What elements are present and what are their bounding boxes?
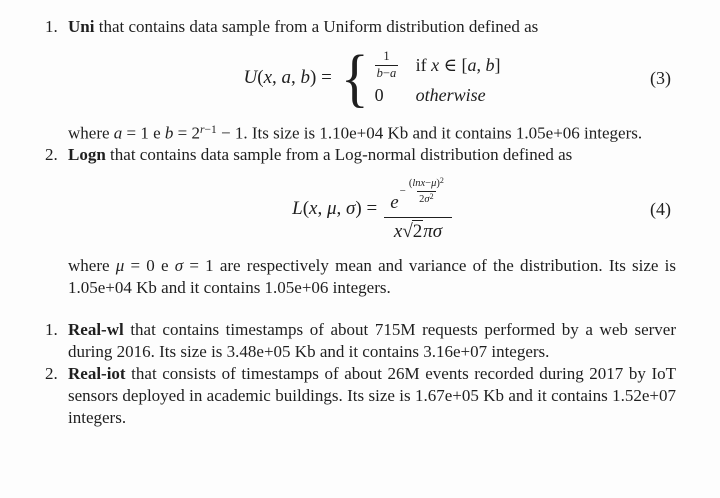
fraction-denominator: b−a bbox=[376, 65, 397, 80]
real-datasets-list bbox=[45, 319, 676, 429]
denominator-pi-sigma: πσ bbox=[423, 221, 443, 243]
uni-intro-text: Uni that contains data sample from a Uniform distribution defined as bbox=[68, 17, 539, 36]
equation-number-4: (4) bbox=[650, 199, 671, 220]
synthetic-datasets-list bbox=[45, 16, 676, 299]
uni-where-text: where a = 1 e $b = 2^{r-1} - 1$. Its size is 1.10e+04 Kb and it contains 1.05e+06 integers. bbox=[68, 123, 643, 142]
fraction-one-over-b-minus-a bbox=[375, 50, 399, 81]
real-iot-text: Real-iot that consists of timestamps of about 26M events recorded during 2017 by IoT sensors deployed in academic buildings. Its size is 1.67e+05 Kb and it contains 1.52e+07 integers. bbox=[68, 364, 676, 428]
denominator-x: x bbox=[393, 221, 403, 243]
item-number: 1. bbox=[45, 320, 58, 340]
exponent-minus: − bbox=[399, 185, 406, 198]
equation-lognormal-content bbox=[68, 175, 676, 243]
real-wl-text: Real-wl that contains timestamps of about 715M requests performed by a web server during 2016. Its size is 3.48e+05 Kb and it contains 3.16e+07 integers. bbox=[68, 320, 676, 362]
list-item-real-wl bbox=[45, 319, 676, 363]
exponent-fraction-numerator: $(\ln x-\mu)^2$ bbox=[408, 176, 444, 189]
item-body-real-wl bbox=[68, 319, 676, 363]
case2-value: 0 bbox=[374, 84, 384, 105]
item-body-uni bbox=[68, 16, 676, 144]
uniform-lhs: U(x, a, b) = bbox=[243, 66, 332, 88]
list-item-logn bbox=[45, 144, 676, 299]
lognormal-numerator bbox=[384, 175, 452, 218]
exponent bbox=[400, 177, 446, 205]
equation-lognormal bbox=[68, 175, 676, 243]
logn-where-text: where μ = 0 e σ = 1 are respectively mean and variance of the distribution. Its size is 1.05e+04 Kb and it contains 1.05e+06 integers. bbox=[68, 256, 676, 298]
equation-number-3: (3) bbox=[650, 67, 671, 88]
item-number: 2. bbox=[45, 364, 58, 384]
case1-value bbox=[375, 50, 416, 81]
lognormal-fraction bbox=[384, 175, 452, 243]
item-number: 1. bbox=[45, 17, 58, 36]
case1-condition: if x ∈ [a, b] bbox=[415, 55, 501, 76]
exponent-fraction-denominator: $2\sigma^2$ bbox=[419, 191, 434, 205]
sqrt-icon: √ bbox=[402, 221, 413, 243]
list-item-real-iot bbox=[45, 363, 676, 429]
cases-brace: { bbox=[340, 40, 369, 114]
item-body-logn bbox=[68, 144, 676, 299]
exponent-fraction bbox=[407, 177, 446, 205]
logn-intro-text: Logn that contains data sample from a Log-normal distribution defined as bbox=[68, 145, 573, 164]
fraction-numerator: 1 bbox=[383, 49, 390, 63]
euler-e: e bbox=[390, 192, 399, 214]
item-number: 2. bbox=[45, 145, 58, 164]
equation-uniform bbox=[68, 40, 676, 114]
sqrt-radicand: 2 bbox=[412, 221, 423, 243]
cases-block bbox=[375, 50, 501, 106]
case-row-otherwise bbox=[375, 84, 501, 106]
case-row-uniform-density bbox=[375, 50, 501, 81]
list-item-uni bbox=[45, 16, 676, 144]
lognormal-lhs: L(x, μ, σ) = bbox=[292, 198, 378, 220]
equation-uniform-content bbox=[68, 40, 676, 114]
item-body-real-iot bbox=[68, 363, 676, 429]
lognormal-denominator bbox=[394, 218, 442, 243]
case2-condition: otherwise bbox=[415, 84, 486, 105]
